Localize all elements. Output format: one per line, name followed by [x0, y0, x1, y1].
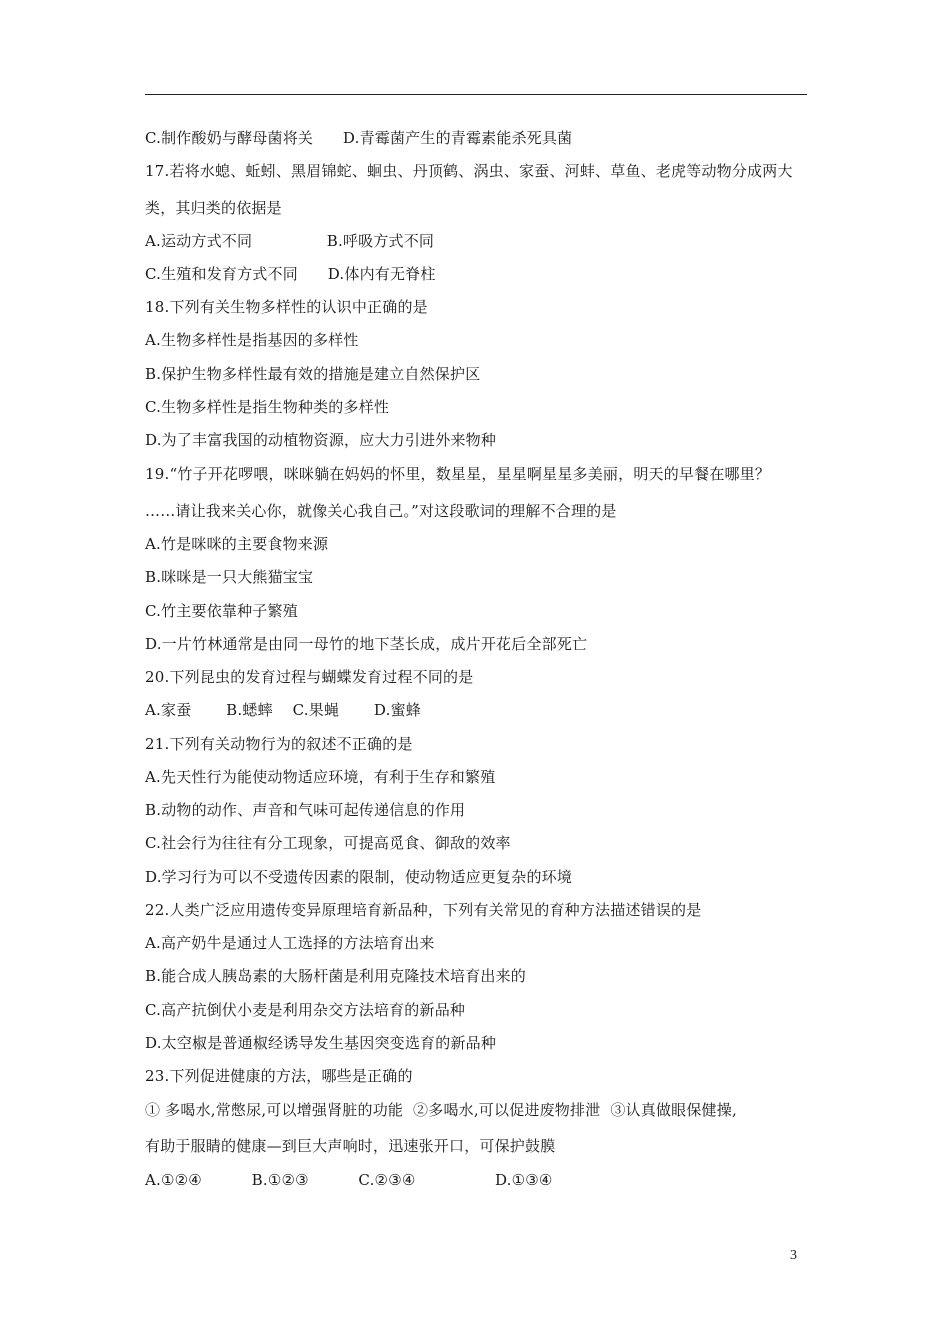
- text-line: B.动物的动作、声音和气味可起传递信息的作用: [145, 801, 466, 819]
- text-line: 类，其归类的依据是: [145, 199, 282, 217]
- text-line: D.一片竹林通常是由同一母竹的地下茎长成，成片开花后全部死亡: [145, 635, 588, 653]
- text-line: D.为了丰富我国的动植物资源，应大力引进外来物种: [145, 431, 497, 449]
- text-line: ……请让我来关心你，就像关心我自己。”对这段歌词的理解不合理的是: [145, 502, 617, 520]
- text-line: C.高产抗倒伏小麦是利用杂交方法培育的新品种: [145, 1001, 466, 1019]
- text-line: 有助于服睛的健康—到巨大声响时，迅速张开口，可保护鼓膜: [145, 1137, 556, 1155]
- text-line: B.保护生物多样性最有效的措施是建立自然保护区: [145, 365, 481, 383]
- text-line: D.太空椒是普通椒经诱导发生基因突变选育的新品种: [145, 1034, 497, 1052]
- text-line: 20.下列昆虫的发育过程与蝴蝶发育过程不同的是: [145, 668, 474, 686]
- text-line: 23.下列促进健康的方法，哪些是正确的: [145, 1067, 413, 1085]
- page-number: 3: [790, 1248, 797, 1263]
- text-line: A.高产奶牛是通过人工选择的方法培育出来: [145, 934, 435, 952]
- text-line: A.竹是咪咪的主要食物来源: [145, 535, 329, 553]
- text-line: 17.若将水螅、蚯蚓、黑眉锦蛇、蛔虫、丹顶鹤、涡虫、家蚕、河蚌、草鱼、老虎等动物分成两大: [145, 162, 793, 180]
- text-line: 19.“竹子开花啰喂，咪咪躺在妈妈的怀里，数星星，星星啊星星多美丽，明天的早餐在哪里？: [145, 465, 771, 483]
- text-line: C.制作酸奶与酵母菌将关 D.青霉菌产生的青霉素能杀死具菌: [145, 129, 573, 147]
- text-line: C.社会行为往往有分工现象，可提高觅食、御敌的效率: [145, 834, 511, 852]
- text-line: A.生物多样性是指基因的多样性: [145, 331, 359, 349]
- text-line: B.能合成人胰岛素的大肠杆菌是利用克隆技术培育出来的: [145, 967, 526, 985]
- text-line: A.①②④ B.①②③ C.②③④ D.①③④: [145, 1171, 553, 1189]
- text-line: C.竹主要依靠种子繁殖: [145, 602, 298, 620]
- text-line: B.咪咪是一只大熊猫宝宝: [145, 568, 314, 586]
- text-line: D.学习行为可以不受遗传因素的限制，使动物适应更复杂的环境: [145, 868, 573, 886]
- header-rule: [145, 94, 807, 95]
- text-line: A.运动方式不同 B.呼吸方式不同: [145, 232, 435, 250]
- text-line: 22.人类广泛应用遗传变异原理培育新品种，下列有关常见的育种方法描述错误的是: [145, 901, 702, 919]
- text-line: ① 多喝水,常憋尿,可以增强肾脏的功能 ②多喝水,可以促进废物排泄 ③认真做眼保健操,: [145, 1101, 737, 1119]
- text-line: 21.下列有关动物行为的叙述不正确的是: [145, 735, 413, 753]
- text-line: C.生殖和发育方式不同 D.体内有无脊柱: [145, 265, 436, 283]
- text-line: A.先天性行为能使动物适应环境，有利于生存和繁殖: [145, 768, 496, 786]
- text-line: C.生物多样性是指生物种类的多样性: [145, 398, 390, 416]
- text-line: 18.下列有关生物多样性的认识中正确的是: [145, 298, 428, 316]
- text-line: A.家蚕 B.蟋蟀 C.果蝇 D.蜜蜂: [145, 701, 421, 719]
